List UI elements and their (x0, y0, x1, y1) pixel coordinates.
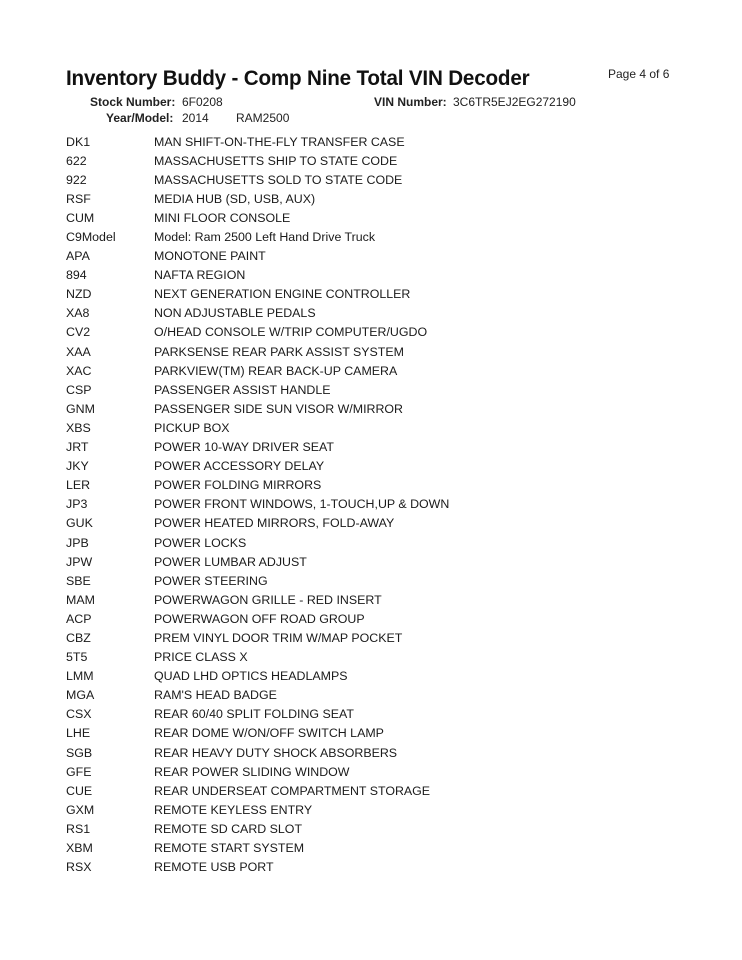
option-row (66, 571, 449, 590)
option-code: XA8 (66, 306, 90, 321)
option-description: POWER HEATED MIRRORS, FOLD-AWAY (154, 516, 395, 531)
option-code: CBZ (66, 630, 91, 645)
option-code: XBS (66, 420, 91, 435)
stock-number-label: Stock Number: (90, 95, 176, 109)
option-description: REAR HEAVY DUTY SHOCK ABSORBERS (154, 745, 398, 760)
option-row (66, 457, 449, 476)
option-row (66, 628, 449, 647)
option-description: O/HEAD CONSOLE W/TRIP COMPUTER/UGDO (154, 325, 428, 340)
option-code: 894 (66, 268, 87, 283)
option-row (66, 858, 449, 877)
option-code: GFE (66, 764, 92, 779)
year-value: 2014 (182, 111, 209, 125)
option-row (66, 380, 449, 399)
option-code: SGB (66, 745, 93, 760)
option-code: GNM (66, 401, 95, 416)
option-row (66, 705, 449, 724)
option-row (66, 819, 449, 838)
option-description: PRICE CLASS X (154, 650, 248, 665)
option-description: PARKVIEW(TM) REAR BACK-UP CAMERA (154, 363, 398, 378)
option-description: PICKUP BOX (154, 420, 230, 435)
option-row (66, 151, 449, 170)
option-description: REAR POWER SLIDING WINDOW (154, 764, 350, 779)
option-description: REMOTE USB PORT (154, 860, 274, 875)
option-row (66, 495, 449, 514)
option-description: NAFTA REGION (154, 268, 246, 283)
option-description: POWER FRONT WINDOWS, 1-TOUCH,UP & DOWN (154, 497, 450, 512)
option-description: REMOTE START SYSTEM (154, 841, 305, 856)
option-row (66, 304, 449, 323)
stock-number-value: 6F0208 (182, 95, 223, 109)
option-code: 922 (66, 172, 87, 187)
option-code: GUK (66, 516, 93, 531)
option-description: PREM VINYL DOOR TRIM W/MAP POCKET (154, 630, 403, 645)
option-description: REMOTE KEYLESS ENTRY (154, 802, 313, 817)
option-row (66, 189, 449, 208)
option-code: CV2 (66, 325, 91, 340)
option-code: 5T5 (66, 650, 88, 665)
option-row (66, 838, 449, 857)
option-code: ACP (66, 611, 92, 626)
page-title: Inventory Buddy - Comp Nine Total VIN Decoder (66, 66, 530, 90)
option-description: MAN SHIFT-ON-THE-FLY TRANSFER CASE (154, 134, 405, 149)
option-row (66, 686, 449, 705)
option-row (66, 285, 449, 304)
option-code: CSP (66, 382, 92, 397)
option-row (66, 800, 449, 819)
model-value: RAM2500 (236, 111, 290, 125)
option-description: POWER 10-WAY DRIVER SEAT (154, 440, 334, 455)
option-row (66, 342, 449, 361)
option-row (66, 227, 449, 246)
option-code: JKY (66, 459, 89, 474)
option-description: MONOTONE PAINT (154, 249, 266, 264)
option-code: CUE (66, 783, 93, 798)
option-description: PASSENGER ASSIST HANDLE (154, 382, 331, 397)
option-code: JPW (66, 554, 93, 569)
option-row (66, 476, 449, 495)
option-description: REAR 60/40 SPLIT FOLDING SEAT (154, 707, 354, 722)
option-row (66, 762, 449, 781)
page-indicator: Page 4 of 6 (608, 67, 670, 81)
option-code: JRT (66, 440, 89, 455)
option-code: LMM (66, 669, 94, 684)
option-code: SBE (66, 573, 91, 588)
option-code: CUM (66, 210, 95, 225)
option-row (66, 667, 449, 686)
option-row (66, 438, 449, 457)
option-description: NEXT GENERATION ENGINE CONTROLLER (154, 287, 411, 302)
option-row (66, 533, 449, 552)
option-description: PARKSENSE REAR PARK ASSIST SYSTEM (154, 344, 404, 359)
year-model-label: Year/Model: (106, 111, 174, 125)
option-row (66, 724, 449, 743)
option-code: NZD (66, 287, 92, 302)
option-description: MEDIA HUB (SD, USB, AUX) (154, 191, 316, 206)
option-description: QUAD LHD OPTICS HEADLAMPS (154, 669, 348, 684)
option-code: DK1 (66, 134, 91, 149)
option-row (66, 514, 449, 533)
option-code: LHE (66, 726, 91, 741)
option-code: XAA (66, 344, 91, 359)
option-row (66, 323, 449, 342)
option-description: POWER STEERING (154, 573, 268, 588)
option-row (66, 132, 449, 151)
option-code: JP3 (66, 497, 88, 512)
option-description: MASSACHUSETTS SHIP TO STATE CODE (154, 153, 398, 168)
option-code: RSX (66, 860, 92, 875)
option-description: POWERWAGON OFF ROAD GROUP (154, 611, 365, 626)
option-description: REAR DOME W/ON/OFF SWITCH LAMP (154, 726, 384, 741)
option-row (66, 418, 449, 437)
option-code-list (66, 132, 449, 877)
option-row (66, 208, 449, 227)
option-code: XBM (66, 841, 93, 856)
option-description: POWER LOCKS (154, 535, 247, 550)
option-code: RS1 (66, 821, 91, 836)
option-code: MAM (66, 592, 95, 607)
option-code: RSF (66, 191, 91, 206)
option-code: MGA (66, 688, 95, 703)
option-row (66, 590, 449, 609)
option-code: APA (66, 249, 90, 264)
option-code: CSX (66, 707, 92, 722)
option-code: LER (66, 478, 91, 493)
option-row (66, 361, 449, 380)
vin-number-label: VIN Number: (374, 95, 447, 109)
option-description: Model: Ram 2500 Left Hand Drive Truck (154, 230, 376, 245)
option-description: REAR UNDERSEAT COMPARTMENT STORAGE (154, 783, 431, 798)
option-row (66, 266, 449, 285)
option-description: POWER FOLDING MIRRORS (154, 478, 322, 493)
option-description: POWER ACCESSORY DELAY (154, 459, 325, 474)
option-code: XAC (66, 363, 92, 378)
option-row (66, 609, 449, 628)
option-description: RAM'S HEAD BADGE (154, 688, 277, 703)
vin-number-value: 3C6TR5EJ2EG272190 (453, 95, 576, 109)
option-description: NON ADJUSTABLE PEDALS (154, 306, 316, 321)
option-description: PASSENGER SIDE SUN VISOR W/MIRROR (154, 401, 403, 416)
option-description: POWER LUMBAR ADJUST (154, 554, 307, 569)
option-row (66, 648, 449, 667)
option-row (66, 247, 449, 266)
option-description: MINI FLOOR CONSOLE (154, 210, 291, 225)
option-row (66, 399, 449, 418)
option-code: GXM (66, 802, 95, 817)
option-code: JPB (66, 535, 89, 550)
option-code: C9Model (66, 230, 116, 245)
option-row (66, 552, 449, 571)
option-description: REMOTE SD CARD SLOT (154, 821, 303, 836)
option-code: 622 (66, 153, 87, 168)
option-row (66, 170, 449, 189)
option-description: POWERWAGON GRILLE - RED INSERT (154, 592, 382, 607)
option-row (66, 781, 449, 800)
option-row (66, 743, 449, 762)
option-description: MASSACHUSETTS SOLD TO STATE CODE (154, 172, 403, 187)
